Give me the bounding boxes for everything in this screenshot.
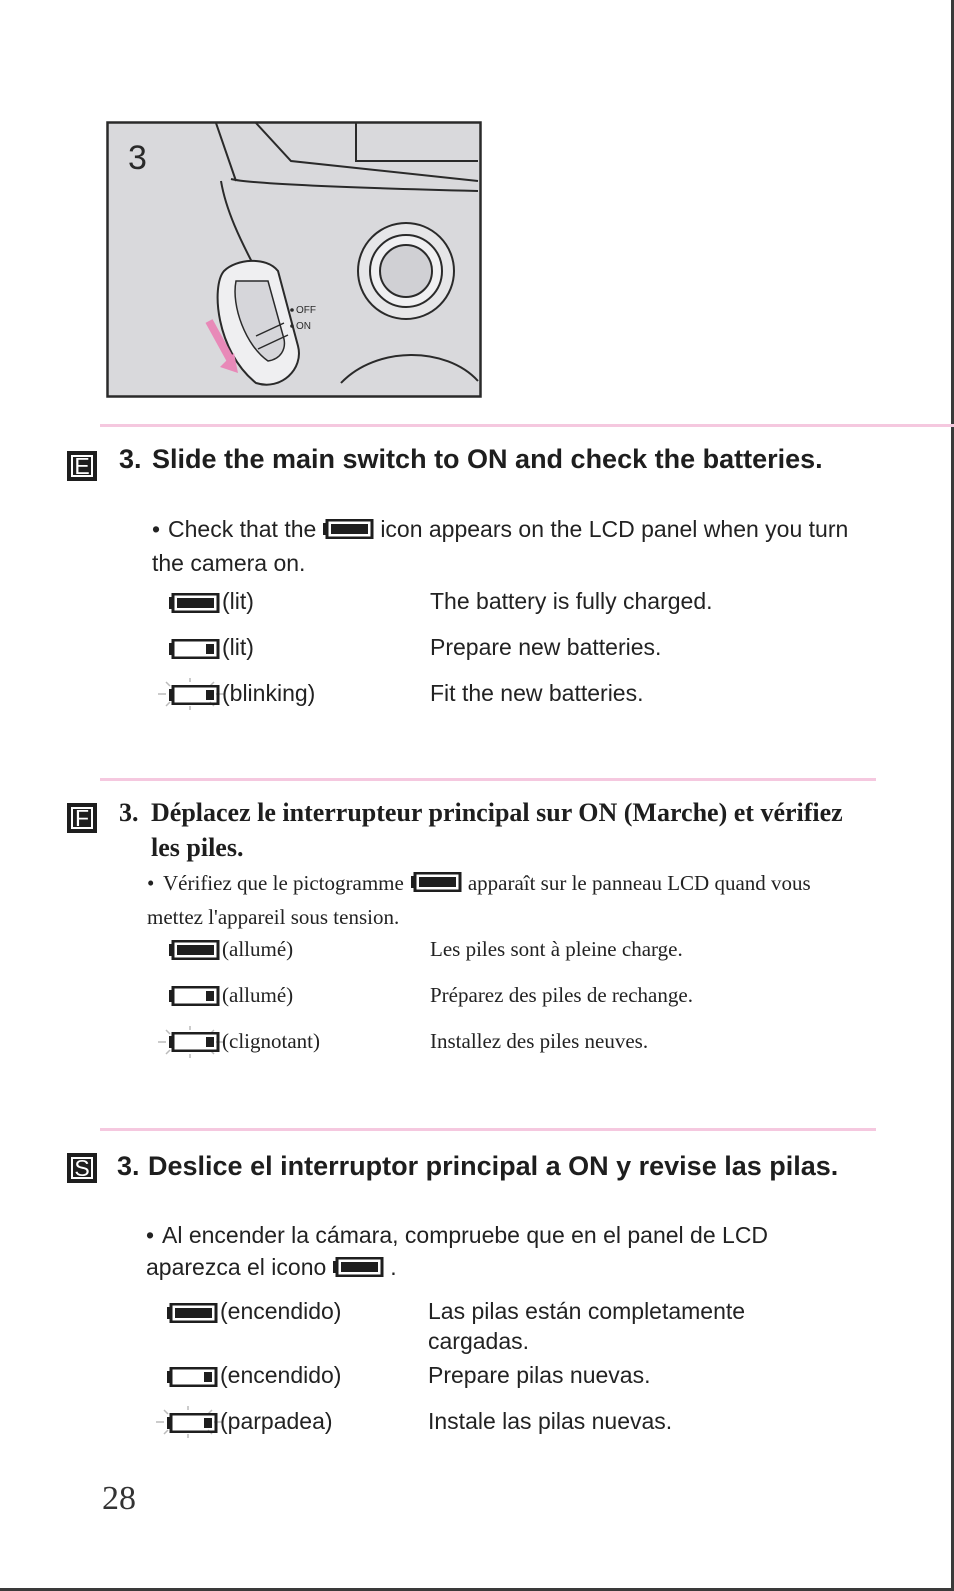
battery-full-icon xyxy=(166,1300,218,1330)
section-heading-english: 3. Slide the main switch to ON and check the batteries. xyxy=(119,444,823,474)
section-divider xyxy=(100,424,954,427)
language-badge-english: E xyxy=(67,451,97,481)
battery-full-icon xyxy=(332,1253,384,1285)
language-badge-spanish: S xyxy=(67,1153,97,1183)
bullet-english: • Check that the icon appears on the LCD panel when you turn the camera on. xyxy=(152,516,849,576)
battery-full-icon xyxy=(410,869,462,901)
battery-low-icon xyxy=(166,1364,218,1394)
section-divider xyxy=(100,778,876,781)
camera-switch-illustration xyxy=(106,121,482,398)
battery-full-icon xyxy=(168,938,220,968)
figure-step-number: 3 xyxy=(128,139,147,177)
battery-low-icon xyxy=(168,984,220,1014)
bullet-spanish: • Al encender la cámara, compruebe que en el panel de LCD aparezca el icono . xyxy=(146,1219,866,1285)
battery-low-icon xyxy=(168,682,220,712)
section-heading-spanish: 3. Deslice el interruptor principal a ON y revise las pilas. xyxy=(117,1151,839,1181)
battery-table-english: (lit) The battery is fully charged. (lit) Prepare new batteries. (blinking) Fit the new batteries. xyxy=(152,586,892,716)
battery-full-icon xyxy=(322,515,374,547)
battery-table-french: (allumé) Les piles sont à pleine charge. (allumé) Préparez des piles de rechange. (clignotant) Installez des piles neuves. xyxy=(152,934,892,1064)
battery-low-icon xyxy=(166,1410,218,1440)
battery-table-spanish: (encendido) Las pilas están completamente cargadas. (encendido) Prepare pilas nuevas. (parpadea) Instale las pilas nuevas. xyxy=(150,1296,890,1456)
battery-low-icon xyxy=(168,1030,220,1060)
section-divider xyxy=(100,1128,876,1131)
battery-full-icon xyxy=(168,590,220,620)
bullet-french: • Vérifiez que le pictogramme apparaît sur le panneau LCD quand vous mettez l'appareil sous tension. xyxy=(147,871,811,930)
language-badge-french: F xyxy=(67,803,97,833)
section-heading-french: 3. Déplacez le interrupteur principal sur ON (Marche) et vérifiez les piles. xyxy=(119,798,843,862)
page-number: 28 xyxy=(102,1480,136,1517)
svg-text:ON: ON xyxy=(296,321,311,332)
battery-low-icon xyxy=(168,636,220,666)
svg-text:OFF: OFF xyxy=(296,305,316,316)
